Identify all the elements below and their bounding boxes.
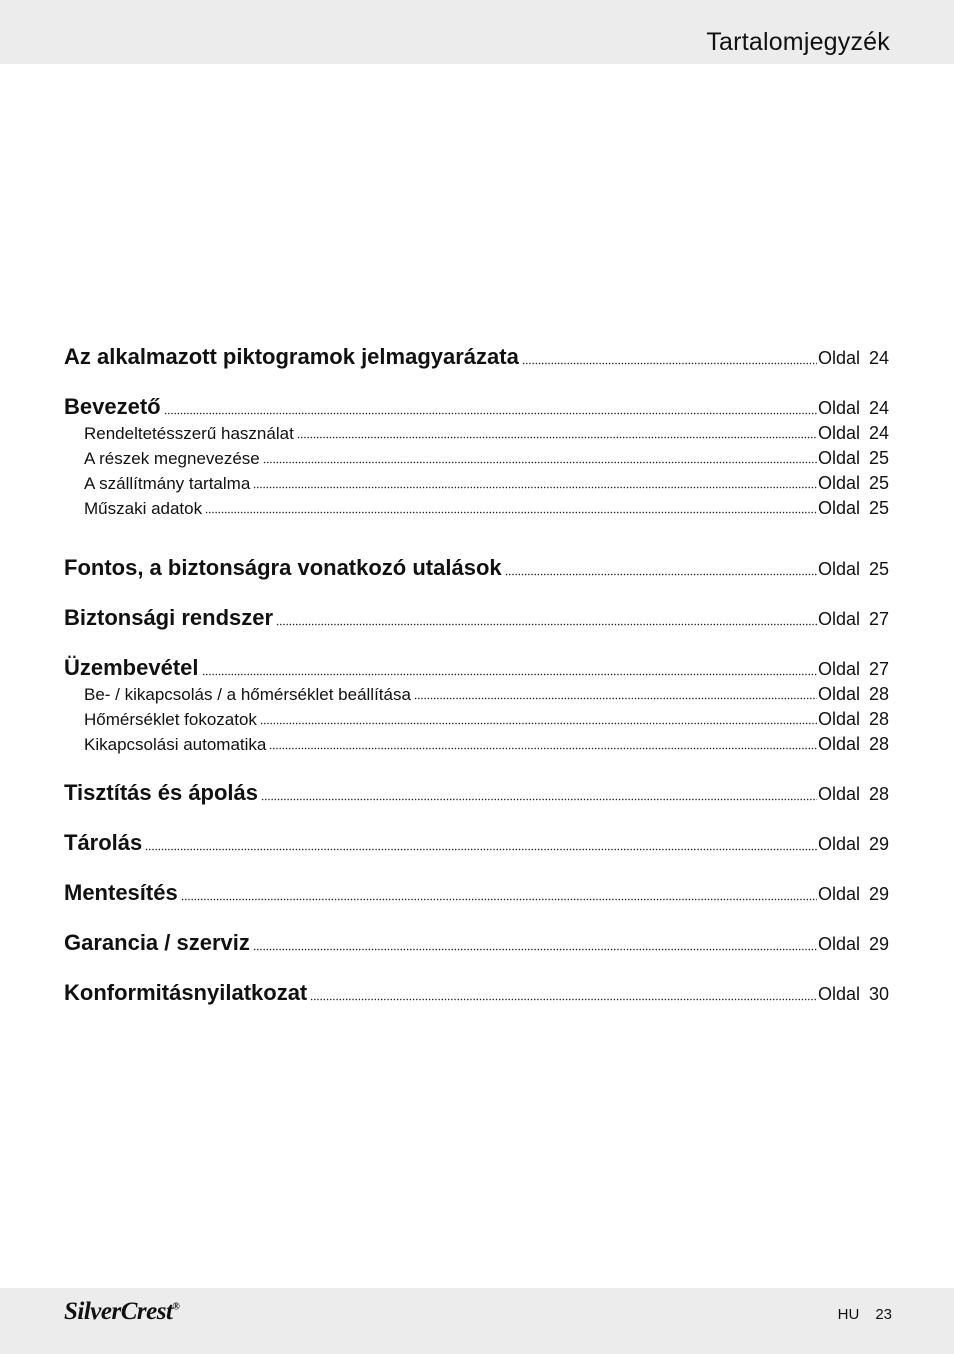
page-number: 23 bbox=[875, 1306, 892, 1323]
toc-entry-label: Be- / kikapcsolás / a hőmérséklet beállítása bbox=[84, 685, 411, 704]
dot-leader bbox=[205, 502, 817, 514]
toc-subentry[interactable] bbox=[64, 473, 889, 494]
dot-leader bbox=[145, 839, 817, 851]
toc-entry-page: Oldal 28 bbox=[817, 734, 889, 754]
toc-entry[interactable] bbox=[64, 394, 889, 420]
dot-leader bbox=[310, 989, 817, 1001]
toc-entry-label: Fontos, a biztonságra vonatkozó utalások bbox=[64, 555, 502, 580]
dot-leader bbox=[253, 939, 817, 951]
toc-entry-page: Oldal 29 bbox=[817, 934, 889, 954]
dot-leader bbox=[261, 789, 817, 801]
toc-subentry[interactable] bbox=[64, 734, 889, 755]
dot-leader bbox=[263, 452, 817, 464]
toc-entry-label: Mentesítés bbox=[64, 880, 178, 905]
toc-subentry[interactable] bbox=[64, 709, 889, 730]
toc-entry-page: Oldal 24 bbox=[817, 348, 889, 368]
toc-entry-label: Biztonsági rendszer bbox=[64, 605, 274, 630]
brand-logo: SilverCrest® bbox=[64, 1298, 180, 1325]
toc-entry-label: Hőmérséklet fokozatok bbox=[84, 710, 257, 729]
toc-entry-label: Műszaki adatok bbox=[84, 499, 203, 518]
toc-entry-page: Oldal 29 bbox=[817, 884, 889, 904]
toc-subentry[interactable] bbox=[64, 684, 889, 705]
toc-entry-page: Oldal 25 bbox=[817, 498, 889, 518]
toc-entry-label: Tárolás bbox=[64, 830, 143, 855]
toc-entry[interactable] bbox=[64, 344, 889, 370]
toc-entry-page: Oldal 29 bbox=[817, 834, 889, 854]
toc-entry[interactable] bbox=[64, 980, 889, 1006]
toc-entry[interactable] bbox=[64, 555, 889, 581]
toc-entry-label: Tisztítás és ápolás bbox=[64, 780, 259, 805]
footer-meta bbox=[838, 1306, 892, 1323]
toc-entry-label: Üzembevétel bbox=[64, 655, 199, 680]
toc-entry-label: Konformitásnyilatkozat bbox=[64, 980, 308, 1005]
toc-subentry[interactable] bbox=[64, 448, 889, 469]
dot-leader bbox=[414, 688, 817, 700]
toc-entry[interactable] bbox=[64, 655, 889, 681]
toc-entry-page: Oldal 28 bbox=[817, 709, 889, 729]
toc-entry-label: Az alkalmazott piktogramok jelmagyarázata bbox=[64, 344, 519, 369]
toc-entry-label: A részek megnevezése bbox=[84, 449, 260, 468]
toc-entry[interactable] bbox=[64, 830, 889, 856]
dot-leader bbox=[269, 738, 817, 750]
toc-entry-page: Oldal 28 bbox=[817, 684, 889, 704]
dot-leader bbox=[253, 477, 817, 489]
toc-entry-page: Oldal 24 bbox=[817, 423, 889, 443]
toc-entry[interactable] bbox=[64, 880, 889, 906]
toc-entry-page: Oldal 27 bbox=[817, 659, 889, 679]
toc-entry-page: Oldal 25 bbox=[817, 473, 889, 493]
page-title: Tartalomjegyzék bbox=[706, 28, 890, 56]
toc-entry[interactable] bbox=[64, 930, 889, 956]
toc-entry-page: Oldal 30 bbox=[817, 984, 889, 1004]
toc-entry-label: Garancia / szerviz bbox=[64, 930, 250, 955]
dot-leader bbox=[181, 889, 817, 901]
toc-entry-page: Oldal 25 bbox=[817, 448, 889, 468]
dot-leader bbox=[297, 427, 817, 439]
language-code: HU bbox=[837, 1306, 860, 1323]
dot-leader bbox=[202, 664, 817, 676]
toc-entry-label: A szállítmány tartalma bbox=[84, 474, 251, 493]
dot-leader bbox=[522, 353, 817, 365]
toc-entry-label: Bevezető bbox=[64, 394, 161, 419]
toc-entry[interactable] bbox=[64, 780, 889, 806]
toc-entry-page: Oldal 28 bbox=[817, 784, 889, 804]
toc-entry-page: Oldal 25 bbox=[817, 559, 889, 579]
toc-entry[interactable] bbox=[64, 605, 889, 631]
toc-entry-label: Rendeltetésszerű használat bbox=[84, 424, 294, 443]
toc-entry-page: Oldal 27 bbox=[817, 609, 889, 629]
toc-subentry[interactable] bbox=[64, 423, 889, 444]
toc-subentry[interactable] bbox=[64, 498, 889, 519]
dot-leader bbox=[276, 614, 817, 626]
toc-entry-page: Oldal 24 bbox=[817, 398, 889, 418]
dot-leader bbox=[164, 403, 817, 415]
toc-entry-label: Kikapcsolási automatika bbox=[84, 735, 267, 754]
dot-leader bbox=[505, 564, 817, 576]
dot-leader bbox=[260, 713, 817, 725]
